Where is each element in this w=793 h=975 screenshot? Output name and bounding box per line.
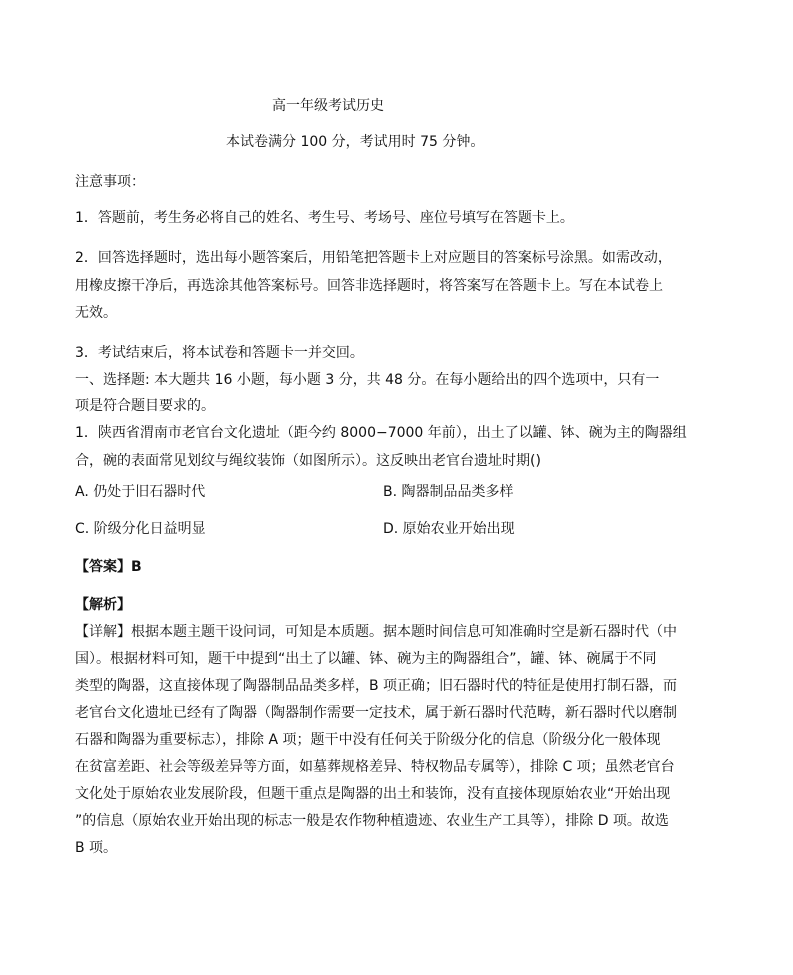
analysis-label: 【解析】: [75, 597, 131, 613]
exam-info: 本试卷满分 100 分，考试用时 75 分钟。: [226, 134, 485, 150]
analysis-line-2: 国）。根据材料可知，题干中提到“出土了以罐、钵、碗为主的陶器组合”，罐、钵、碗属于不同: [75, 651, 657, 667]
analysis-line-1: 【详解】根据本题主题干设问词，可知是本质题。据本题时间信息可知准确时空是新石器时代（中: [75, 624, 677, 640]
section-heading-line-2: 项是符合题目要求的。: [75, 398, 215, 414]
section-heading-line-1: 一、选择题: 本大题共 16 小题，每小题 3 分，共 48 分。在每小题给出的四个选项中，只有一: [75, 372, 660, 388]
question-1-stem-line-2: 合，碗的表面常见划纹与绳纹装饰（如图所示）。这反映出老官台遗址时期(): [75, 453, 541, 469]
analysis-line-8: ”的信息（原始农业开始出现的标志一般是农作物种植遗迹、农业生产工具等），排除 D 项。故选: [75, 813, 669, 829]
analysis-line-6: 在贫富差距、社会等级差异等方面，如墓葬规格差异、特权物品专属等），排除 C 项；虽然老官台: [75, 759, 675, 775]
analysis-line-7: 文化处于原始农业发展阶段，但题干重点是陶器的出土和装饰，没有直接体现原始农业“开始出现: [75, 786, 671, 802]
document-title: 高一年级考试历史: [272, 98, 384, 114]
question-1-option-d: D. 原始农业开始出现: [383, 521, 515, 537]
notes-item-2-line-2: 用橡皮擦干净后，再选涂其他答案标号。回答非选择题时，将答案写在答题卡上。写在本试卷上: [75, 278, 663, 294]
answer-label: 【答案】B: [75, 559, 142, 575]
analysis-line-3: 类型的陶器，这直接体现了陶器制品品类多样，B 项正确；旧石器时代的特征是使用打制石器，而: [75, 678, 678, 694]
notes-heading: 注意事项：: [75, 174, 145, 190]
question-1-option-a: A. 仍处于旧石器时代: [75, 484, 206, 500]
analysis-line-9: B 项。: [75, 840, 118, 856]
question-1-option-b: B. 陶器制品品类多样: [383, 484, 514, 500]
analysis-line-4: 老官台文化遗址已经有了陶器（陶器制作需要一定技术，属于新石器时代范畴，新石器时代以磨制: [75, 705, 677, 721]
notes-item-2-line-3: 无效。: [75, 305, 117, 321]
notes-item-1: 1．答题前，考生务必将自己的姓名、考生号、考场号、座位号填写在答题卡上。: [75, 210, 574, 226]
question-1-stem-line-1: 1．陕西省渭南市老官台文化遗址（距今约 8000−7000 年前），出土了以罐、钵、碗为主的陶器组: [75, 425, 687, 441]
question-1-option-c: C. 阶级分化日益明显: [75, 521, 206, 537]
notes-item-2-line-1: 2．回答选择题时，选出每小题答案后，用铅笔把答题卡上对应题目的答案标号涂黑。如需改动，: [75, 250, 672, 266]
analysis-line-5: 石器和陶器为重要标志），排除 A 项；题干中没有任何关于阶级分化的信息（阶级分化一般体现: [75, 732, 661, 748]
notes-item-3: 3．考试结束后，将本试卷和答题卡一并交回。: [75, 345, 364, 361]
